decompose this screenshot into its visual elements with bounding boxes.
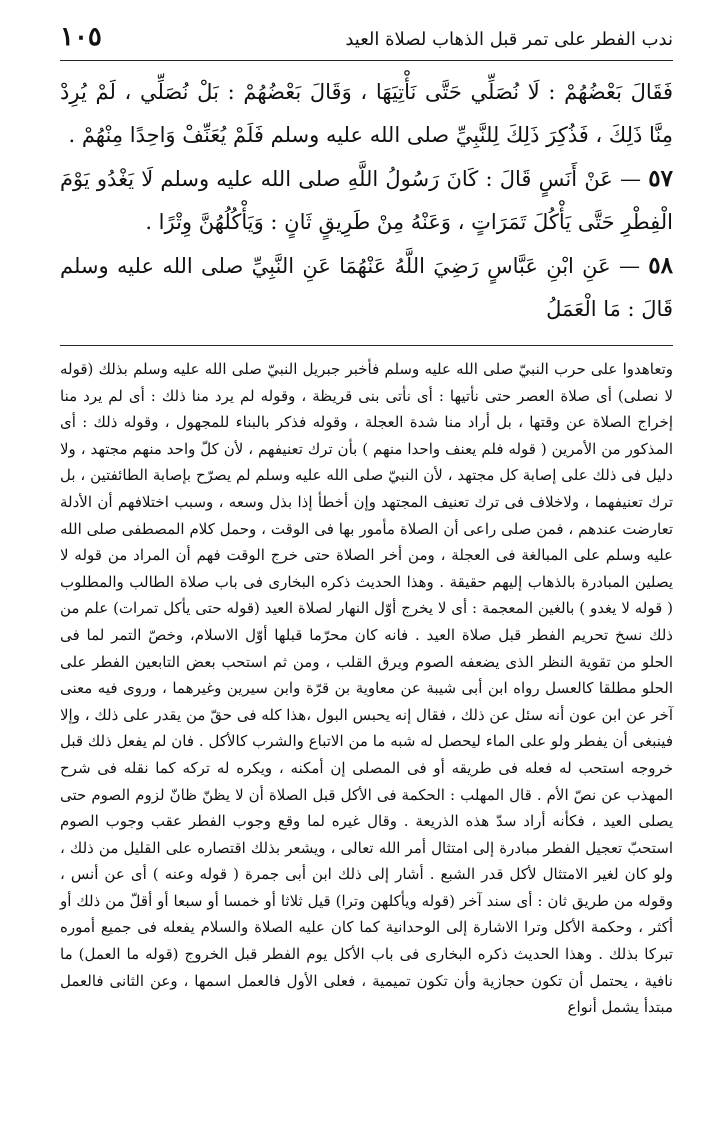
commentary-block — [60, 356, 673, 1021]
running-header — [60, 22, 673, 61]
section-divider — [60, 345, 673, 346]
hadith-58 — [60, 244, 673, 331]
hadith-text-block — [60, 71, 673, 331]
hadith-number: ٥٧ — [648, 165, 673, 192]
commentary-text: وتعاهدوا على حرب النبيّ صلى الله عليه وسلم فأخبر جبريل النبيّ صلى الله عليه وسلم بذلك (قوله لا نصلى) أى صلاة العصر حتى نأتيها : أى نأتى بنى قريظة ، وقوله لم يرد منا ذلك : أى لم يرد منا إخراج الصلاة عن وقتها ، بل أراد منا شدة العجلة ، وقوله فذكر بالبناء للمجهول ، وقوله ذلك : أى المذكور من الأمرين ( قوله فلم يعنف واحدا منهم ) بأن ترك تعنيفهم ، لأن كلّ واحد منهم مجتهد ، ولا دليل فى ذلك على إصابة كل مجتهد ، لأن النبيّ صلى الله عليه وسلم لم يصرّح بإصابة الطائفتين ، بل ترك تعنيفهما ، ولاخلاف فى ترك تعنيف المجتهد وإن أخطأ إذا بذل وسعه ، وسبب اختلافهم أن الأدلة تعارضت عندهم ، فمن صلى راعى أن الصلاة مأمور بها فى الوقت ، وحمل كلام المصطفى صلى الله عليه وسلم على المبالغة فى العجلة ، ومن أخر الصلاة حتى خرج الوقت فهم أن المراد من قوله لا يصلين المبادرة بالذهاب إليهم حقيقة . وهذا الحديث ذكره البخارى فى باب صلاة الطالب والمطلوب ( قوله لا يغدو ) بالغين المعجمة : أى لا يخرج أوّل النهار لصلاة العيد (قوله حتى يأكل تمرات) علم من ذلك نسخ تحريم الفطر قبل صلاة العيد . فانه كان محرّما قبلها أوّل الاسلام، وخصّ التمر لما فى الحلو من تقوية النظر الذى يضعفه الصوم ويرق القلب ، ومن ثم استحب بعض التابعين الفطر على الحلو مطلقا كالعسل رواه ابن أبى شيبة عن معاوية بن قرّة وابن سيرين وغيرهما ، وروى فيه معنى آخر عن ابن عون أنه سئل عن ذلك ، فقال إنه يحبس البول ،هذا كله فى حقّ من يقدر على ذلك ، وإلا فينبغى أن يفطر ولو على الماء ليحصل له شبه ما من الاتباع والشرب كالأكل . فان لم يفعل ذلك قبل خروجه استحب له فعله فى طريقه أو فى المصلى إن أمكنه ، ويكره له تركه كما نقله فى شرح المهذب عن نصّ الأم . قال المهلب : الحكمة فى الأكل قبل الصلاة أن لا يظنّ ظانّ لزوم الصوم حتى يصلى العيد ، فكأنه أراد سدّ هذه الذريعة . وقال غيره لما وقع وجوب الفطر عقب وجوب الصوم استحبّ تعجيل الفطر مبادرة إلى امتثال أمر الله تعالى ، ويشعر بذلك اقتصاره على القليل من ذلك ، ولو كان لغير الامتثال لأكل قدر الشبع . أشار إلى ذلك ابن أبى جمرة ( قوله وعنه ) أى عن أنس ، وقوله من طريق ثان : أى سند آخر (قوله ويأكلهن وترا) قيل ثلاثا أو خمسا أو سبعا أو أقلّ من ذلك أو أكثر ، وحكمة الأكل وترا الاشارة إلى الوحدانية كما كان عليه الصلاة والسلام يفعله فى جميع أموره تبركا بذلك . وهذا الحديث ذكره البخارى فى باب الأكل يوم الفطر قبل الخروج (قوله ما العمل) ما نافية ، يحتمل أن تكون حجازية وأن تكون تميمية ، فعلى الأول فالعمل اسمها ، وعن الثانى فالعمل مبتدأ يشمل أنواع — [60, 360, 673, 1017]
page-number: ١٠٥ — [60, 22, 102, 52]
hadith-57 — [60, 157, 673, 244]
hadith-body: — عَنِ ابْنِ عَبَّاسٍ رَضِيَ اللَّهُ عَنْهُمَا عَنِ النَّبِيِّ صلى الله عليه وسلم قَالَ : مَا الْعَمَلُ — [60, 254, 673, 321]
hadith-number: ٥٨ — [648, 252, 673, 279]
running-title: ندب الفطر على تمر قبل الذهاب لصلاة العيد — [345, 29, 673, 50]
hadith-continuation: فَقَالَ بَعْضُهُمْ : لَا نُصَلِّي حَتَّى نَأْتِيَهَا ، وَقَالَ بَعْضُهُمْ : بَلْ نُصَلِّي ، لَمْ يُرِدْ مِنَّا ذَلِكَ ، فَذُكِرَ ذَلِكَ لِلنَّبِيِّ صلى الله عليه وسلم فَلَمْ يُعَنِّفْ وَاحِدًا مِنْهُمْ . — [60, 80, 673, 147]
hadith-body: — عَنْ أَنَسٍ قَالَ : كَانَ رَسُولُ اللَّهِ صلى الله عليه وسلم لَا يَغْدُو يَوْمَ الْفِطْرِ حَتَّى يَأْكُلَ تَمَرَاتٍ ، وَعَنْهُ مِنْ طَرِيقٍ ثَانٍ : وَيَأْكُلُهُنَّ وِتْرًا . — [60, 167, 673, 234]
